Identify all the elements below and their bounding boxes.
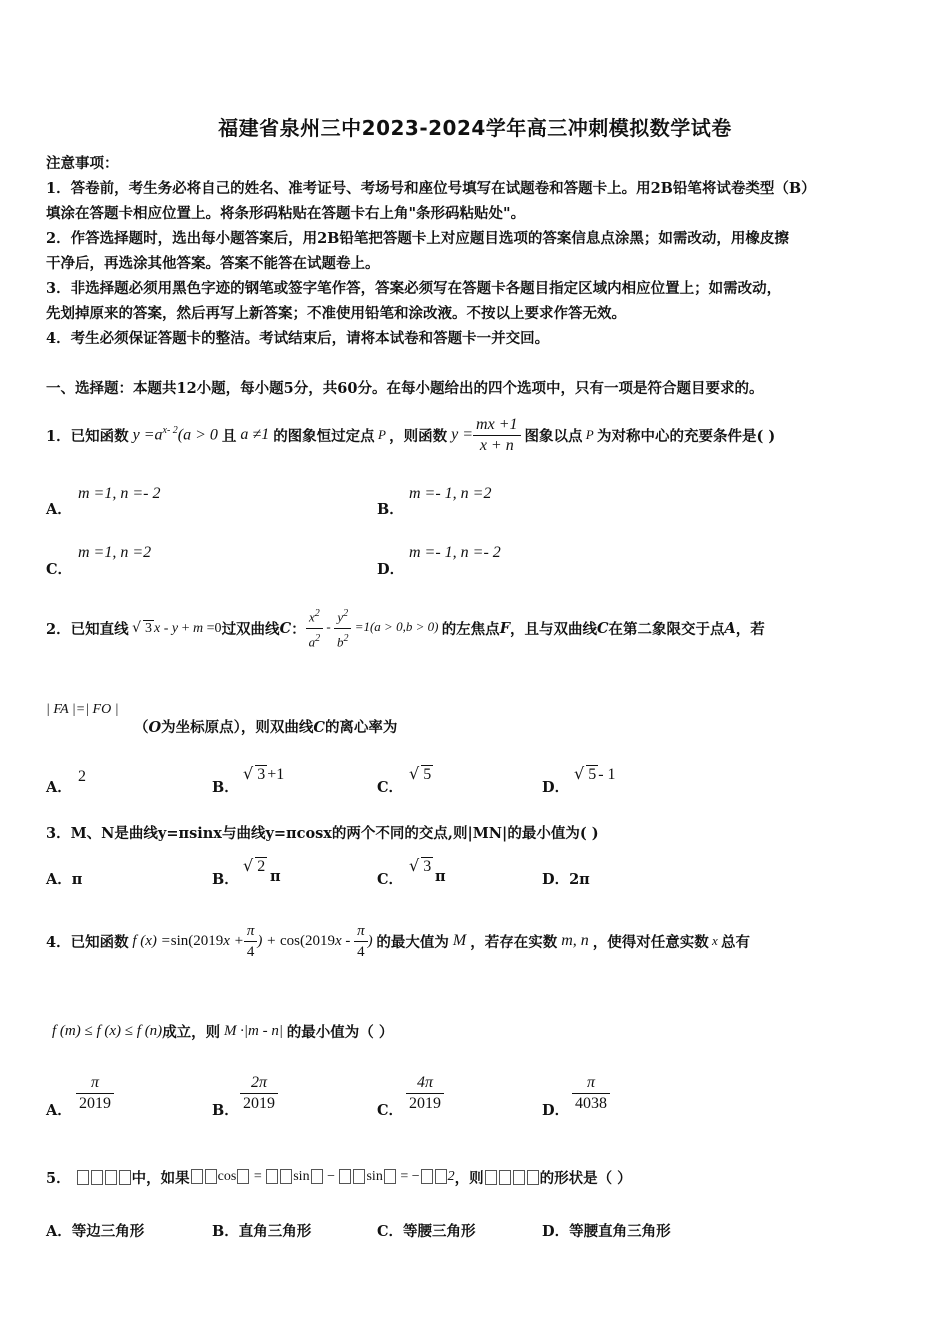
q1-text-1: 1．已知函数 <box>46 427 129 445</box>
q2-option-d-label[interactable]: D． <box>542 779 570 796</box>
q3-option-b[interactable]: √ 2 <box>243 856 266 875</box>
q4-text-5: 总有 <box>721 933 751 951</box>
q2-option-d-text: - 1 <box>598 766 616 783</box>
note-2a: 2．作答选择题时，选出每小题答案后，用2B铅笔把答题卡上对应题目选项的答案信息点涂黑；如需改动，用橡皮擦 <box>46 230 789 247</box>
q5-option-c[interactable]: C．等腰三角形 <box>377 1223 476 1240</box>
q4-text-3: ，若存在实数 <box>470 933 558 951</box>
q5-text-1: 5． <box>46 1169 71 1187</box>
q5-stem <box>46 1165 632 1189</box>
q1-option-a-label[interactable]: A． <box>46 501 72 518</box>
q2-a: A <box>724 619 736 637</box>
q2-option-a-label[interactable]: A． <box>46 779 72 796</box>
q4-mn: m, n <box>557 932 593 949</box>
q4-function: f (x) =sin(2019x + $\frac{\pi}{4}$ ) + cos(2019x - $\frac{\pi}{4}$ ) <box>128 922 377 960</box>
q2-c-2: C <box>596 619 609 637</box>
q5-missing-glyphs-2 <box>484 1169 540 1186</box>
q2-option-c-label[interactable]: C． <box>377 779 404 796</box>
section-heading: 一、选择题：本题共12小题，每小题5分，共60分。在每小题给出的四个选项中，只有一项是符合题目要求的。 <box>46 380 764 397</box>
q4-m: M <box>448 932 471 949</box>
note-3a: 3．非选择题必须用黑色字迹的钢笔或签字笔作答，答案必须写在答题卡各题目指定区域内相应位置上；如需改动， <box>46 280 782 297</box>
q4-option-b-label[interactable]: B． <box>212 1102 239 1119</box>
q1-formula-y: y = $\frac{mx +1}{x + n}$ <box>447 415 524 456</box>
q2-l2-c: 为坐标原点），则双曲线 <box>161 719 314 736</box>
q1-stem <box>46 415 776 454</box>
q1-formula-exp: $y =a^{x- 2}(a > 0$ <box>128 425 222 444</box>
q2-hyperbola: $\frac{x^2}{a^2}$ - $\frac{y^2}{b^2}$ =1(a > 0,b > 0) <box>306 604 442 652</box>
q4-inequality: f (m) ≤ f (x) ≤ f (n) <box>52 1022 163 1039</box>
q2-text-4: ： <box>291 620 306 638</box>
q1-point-p: P <box>374 427 390 442</box>
q5-text-4: 的形状是（ ） <box>539 1169 632 1187</box>
q3-stem: 3．M、N是曲线y=πsinx与曲线y=πcosx的两个不同的交点,则|MN|的最小值为( ) <box>46 825 599 842</box>
q3-option-d[interactable]: D．2π <box>542 871 590 888</box>
q1-text-2: 且 <box>221 427 237 445</box>
q1-text-5: 图象以点 <box>524 427 583 445</box>
q2-text-2: 过双曲线 <box>221 620 280 638</box>
q2-l2-a: （ <box>134 719 149 736</box>
q4-text-4: ，使得对任意实数 <box>592 933 709 951</box>
q2-line-2 <box>134 716 397 737</box>
q2-option-c[interactable]: √ 5 <box>409 764 432 783</box>
q4-x: x <box>708 933 722 948</box>
q3-option-b-pi: π <box>270 868 281 885</box>
q1-option-b[interactable]: m =- 1, n =2 <box>409 485 492 502</box>
q1-point-p2: P <box>582 427 597 442</box>
q1-formula-cond: a ≠1 <box>236 426 274 443</box>
note-1a: 1．答卷前，考生务必将自己的姓名、准考证号、考场号和座位号填写在试题卷和答题卡上。用2B铅笔将试卷类型（B） <box>46 180 816 197</box>
q1-option-a[interactable]: m =1, n =- 2 <box>78 485 161 502</box>
q2-c-1: C <box>279 619 292 637</box>
q1-text-4: ，则函数 <box>389 427 448 445</box>
note-4: 4．考生必须保证答题卡的整洁。考试结束后，请将本试卷和答题卡一并交回。 <box>46 330 550 347</box>
q2-l2-e: 的离心率为 <box>324 719 398 736</box>
q2-l2-o: O <box>148 719 162 736</box>
q2-option-b-text: +1 <box>267 766 285 783</box>
q4-stem <box>46 916 750 966</box>
q2-l2-cc: C <box>313 719 325 736</box>
q2-option-b-label[interactable]: B． <box>212 779 239 796</box>
q1-option-d[interactable]: m =- 1, n =- 2 <box>409 544 501 561</box>
q5-option-a[interactable]: A．等边三角形 <box>46 1223 145 1240</box>
q5-option-d[interactable]: D．等腰直角三角形 <box>542 1223 671 1240</box>
q2-text-11: ，若 <box>735 620 765 638</box>
q1-fraction: $\frac{mx +1}{x + n}$ <box>473 415 520 456</box>
q2-text-7: ，且与双曲线 <box>509 620 597 638</box>
q4-option-a[interactable]: $\frac{\pi}{2019}$ <box>76 1073 114 1114</box>
q4-option-c[interactable]: $\frac{4\pi}{2019}$ <box>406 1073 444 1114</box>
note-3b: 先划掉原来的答案，然后再写上新答案；不准使用铅笔和涂改液。不按以上要求作答无效。 <box>46 305 626 322</box>
q1-option-c-label[interactable]: C． <box>46 561 73 578</box>
q2-option-a[interactable]: 2 <box>78 768 86 785</box>
q3-option-a[interactable]: A．π <box>46 871 83 888</box>
q4-option-b[interactable]: $\frac{2\pi}{2019}$ <box>240 1073 278 1114</box>
q2-option-b[interactable]: √ 3 +1 <box>243 764 285 783</box>
q4-l2b-text: 的最小值为（ ） <box>286 1023 394 1041</box>
q5-equation: cos = sin − sin = − 2 <box>190 1169 455 1185</box>
q1-text-3: 的图象恒过定点 <box>273 427 375 445</box>
q1-option-d-label[interactable]: D． <box>377 561 405 578</box>
q2-text-1: 2．已知直线 <box>46 620 129 638</box>
q4-option-d[interactable]: $\frac{\pi}{4038}$ <box>572 1073 610 1114</box>
q4-l2-text: 成立，则 <box>162 1023 221 1041</box>
q4-product: M ·|m - n| <box>220 1022 287 1039</box>
notes-heading: 注意事项： <box>46 155 119 172</box>
page-title: 福建省泉州三中2023-2024学年高三冲刺模拟数学试卷 <box>218 116 732 140</box>
q3-option-b-label[interactable]: B． <box>212 871 239 888</box>
q5-missing-glyphs-1 <box>71 1169 132 1186</box>
q1-option-c[interactable]: m =1, n =2 <box>78 544 152 561</box>
q4-text-1: 4．已知函数 <box>46 933 129 951</box>
q3-option-c[interactable]: √ 3 <box>409 856 432 875</box>
q4-line-2 <box>52 1018 393 1044</box>
q2-line-eq: √ 3 x - y + m =0 <box>132 619 222 636</box>
note-2b: 干净后，再选涂其他答案。答案不能答在试题卷上。 <box>46 255 380 272</box>
q4-option-c-label[interactable]: C． <box>377 1102 404 1119</box>
q5-text-2: 中，如果 <box>131 1169 190 1187</box>
q3-option-c-pi: π <box>435 868 446 885</box>
q2-condition: | FA |=| FO | <box>46 702 119 717</box>
q2-text-9: 在第二象限交于点 <box>608 620 725 638</box>
q2-stem <box>46 606 765 650</box>
q4-text-2: 的最大值为 <box>376 933 449 951</box>
q2-option-d[interactable]: √ 5 - 1 <box>574 764 616 783</box>
q1-option-b-label[interactable]: B． <box>377 501 404 518</box>
q5-option-b[interactable]: B．直角三角形 <box>212 1223 312 1240</box>
q2-f: F <box>499 619 510 637</box>
q3-option-c-label[interactable]: C． <box>377 871 404 888</box>
q2-text-5: 的左焦点 <box>441 620 500 638</box>
q4-option-a-label[interactable]: A． <box>46 1102 72 1119</box>
q4-option-d-label[interactable]: D． <box>542 1102 570 1119</box>
note-1b: 填涂在答题卡相应位置上。将条形码粘贴在答题卡右上角"条形码粘贴处"。 <box>46 205 526 222</box>
q1-text-6: 为对称中心的充要条件是( ) <box>596 427 776 445</box>
q5-text-3: ，则 <box>454 1169 484 1187</box>
